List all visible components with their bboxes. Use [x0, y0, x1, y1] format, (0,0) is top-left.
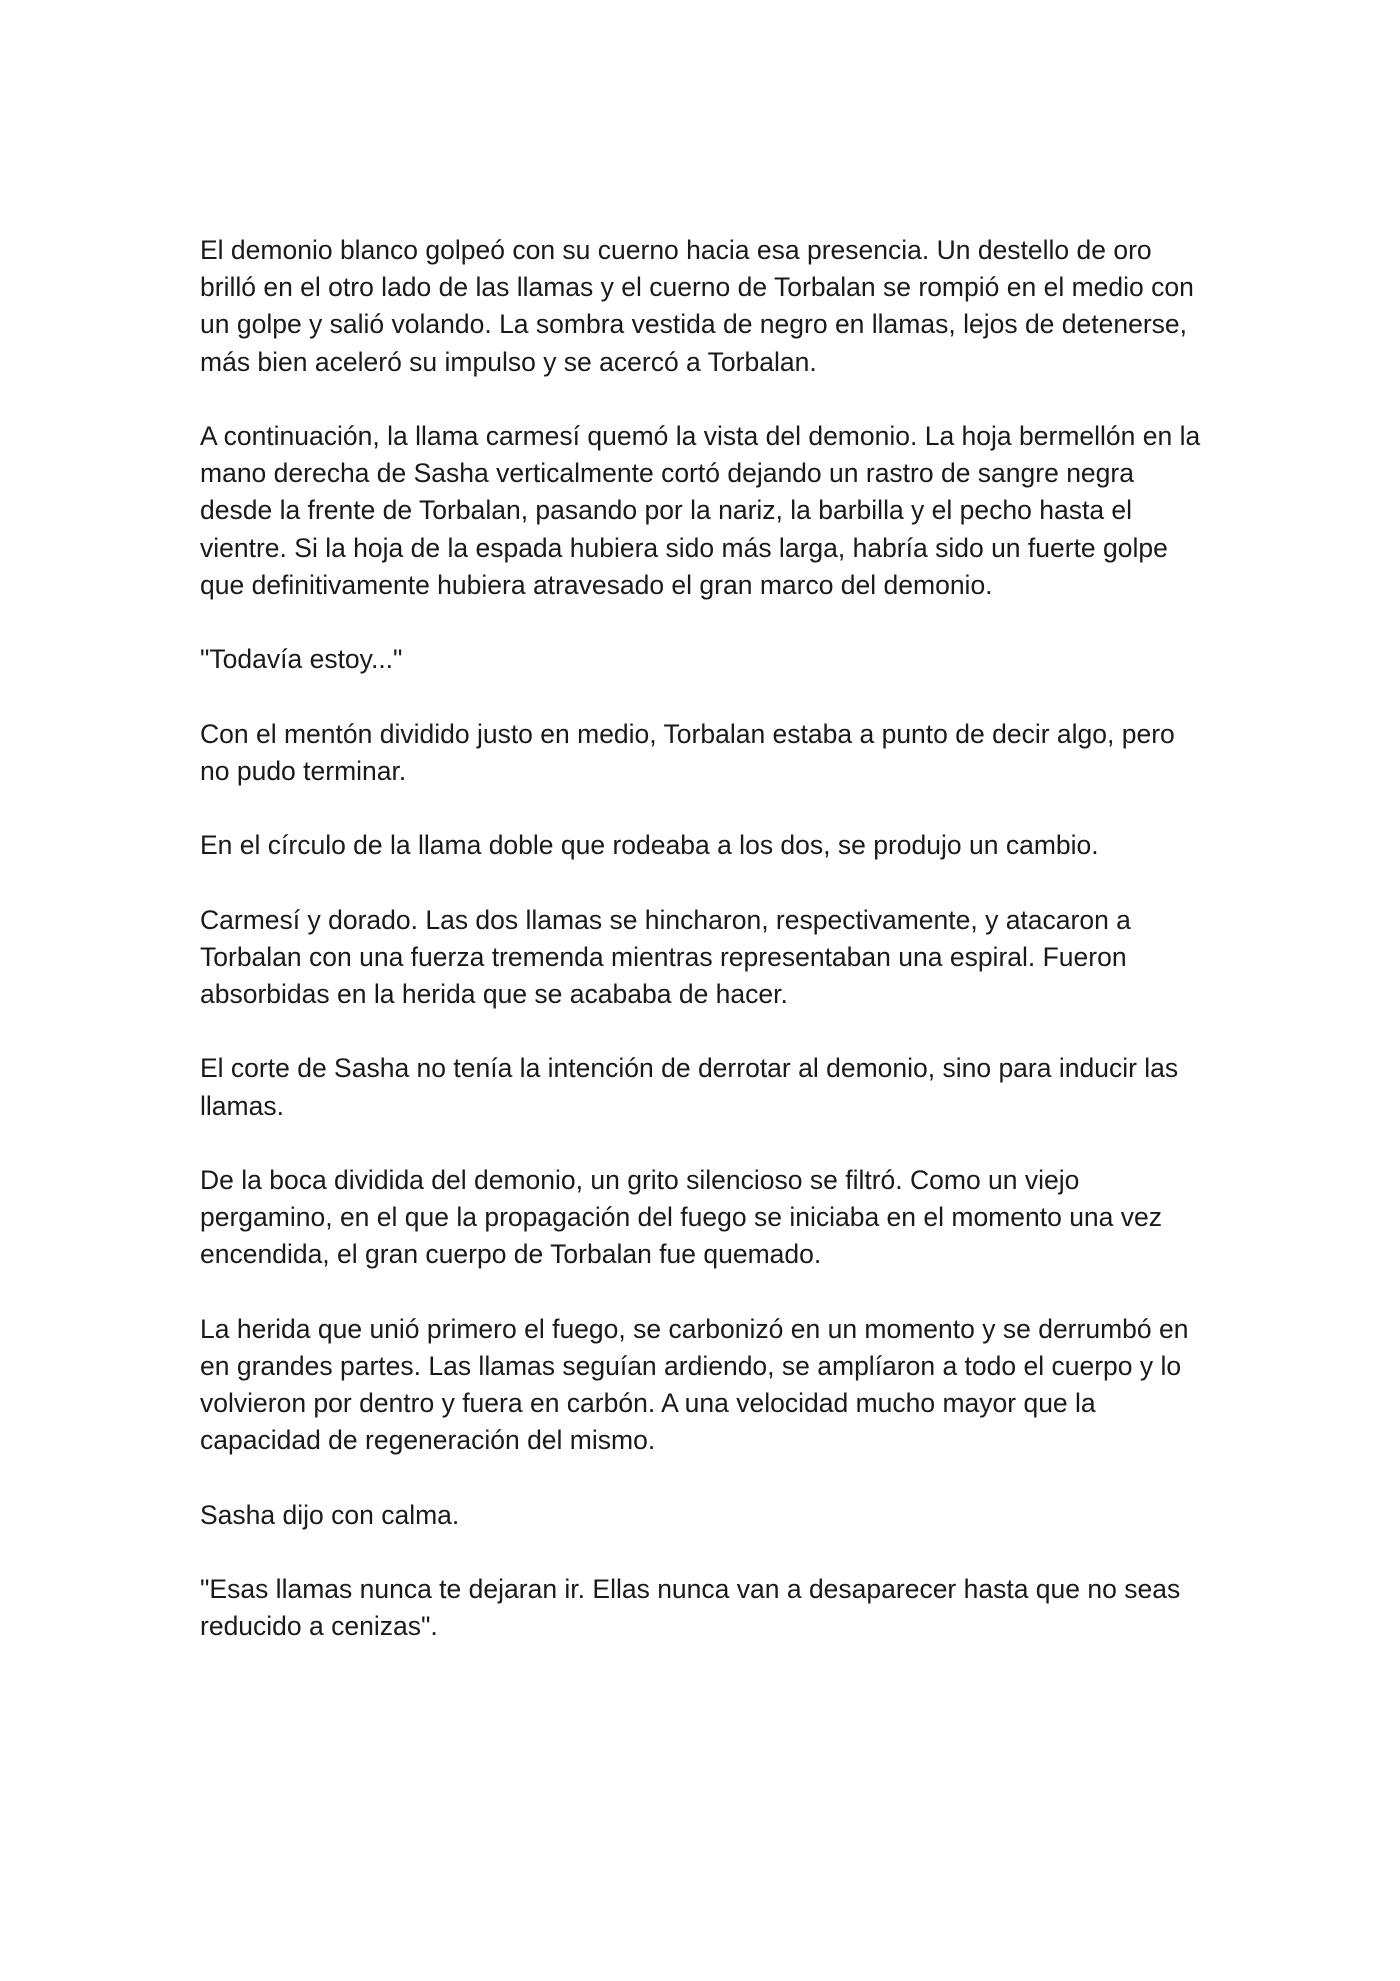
paragraph: De la boca dividida del demonio, un grito silencioso se filtró. Como un viejo pergamino, en el que la propagación del fuego se iniciaba en el momento una vez encendida, el gran cuerpo de Torbalan fue quemado. [200, 1164, 1163, 1270]
paragraph: La herida que unió primero el fuego, se carbonizó en un momento y se derrumbó en en grandes partes. Las llamas seguían ardiendo, se amplíaron a todo el cuerpo y lo volvieron por dentro y fuera en carbón. A una velocidad mucho mayor que la capacidad de regeneración del mismo. [200, 1313, 1189, 1456]
document-body [200, 232, 1210, 1646]
paragraph: El demonio blanco golpeó con su cuerno hacia esa presencia. Un destello de oro brilló en el otro lado de las llamas y el cuerno de Torbalan se rompió en el medio con un golpe y salió volando. La sombra vestida de negro en llamas, lejos de detenerse, más bien aceleró su impulso y se acercó a Torbalan. [200, 235, 1194, 377]
paragraph: "Esas llamas nunca te dejaran ir. Ellas nunca van a desaparecer hasta que no seas reducido a cenizas". [200, 1574, 1181, 1642]
paragraph: Sasha dijo con calma. [200, 1499, 460, 1530]
paragraph: "Todavía estoy..." [200, 644, 403, 675]
paragraph: El corte de Sasha no tenía la intención de derrotar al demonio, sino para inducir las llamas. [200, 1053, 1179, 1121]
paragraph: A continuación, la llama carmesí quemó la vista del demonio. La hoja bermellón en la mano derecha de Sasha verticalmente cortó dejando un rastro de sangre negra desde la frente de Torbalan, pasando por la nariz, la barbilla y el pecho hasta el vientre. Si la hoja de la espada hubiera sido más larga, habría sido un fuerte golpe que definitivamente hubiera atravesado el gran marco del demonio. [200, 421, 1201, 600]
paragraph: Con el mentón dividido justo en medio, Torbalan estaba a punto de decir algo, pero no pudo terminar. [200, 718, 1175, 786]
paragraph: En el círculo de la llama doble que rodeaba a los dos, se produjo un cambio. [200, 830, 1099, 861]
paragraph: Carmesí y dorado. Las dos llamas se hincharon, respectivamente, y atacaron a Torbalan con una fuerza tremenda mientras representaban una espiral. Fueron absorbidas en la herida que se acababa de hacer. [200, 904, 1131, 1009]
